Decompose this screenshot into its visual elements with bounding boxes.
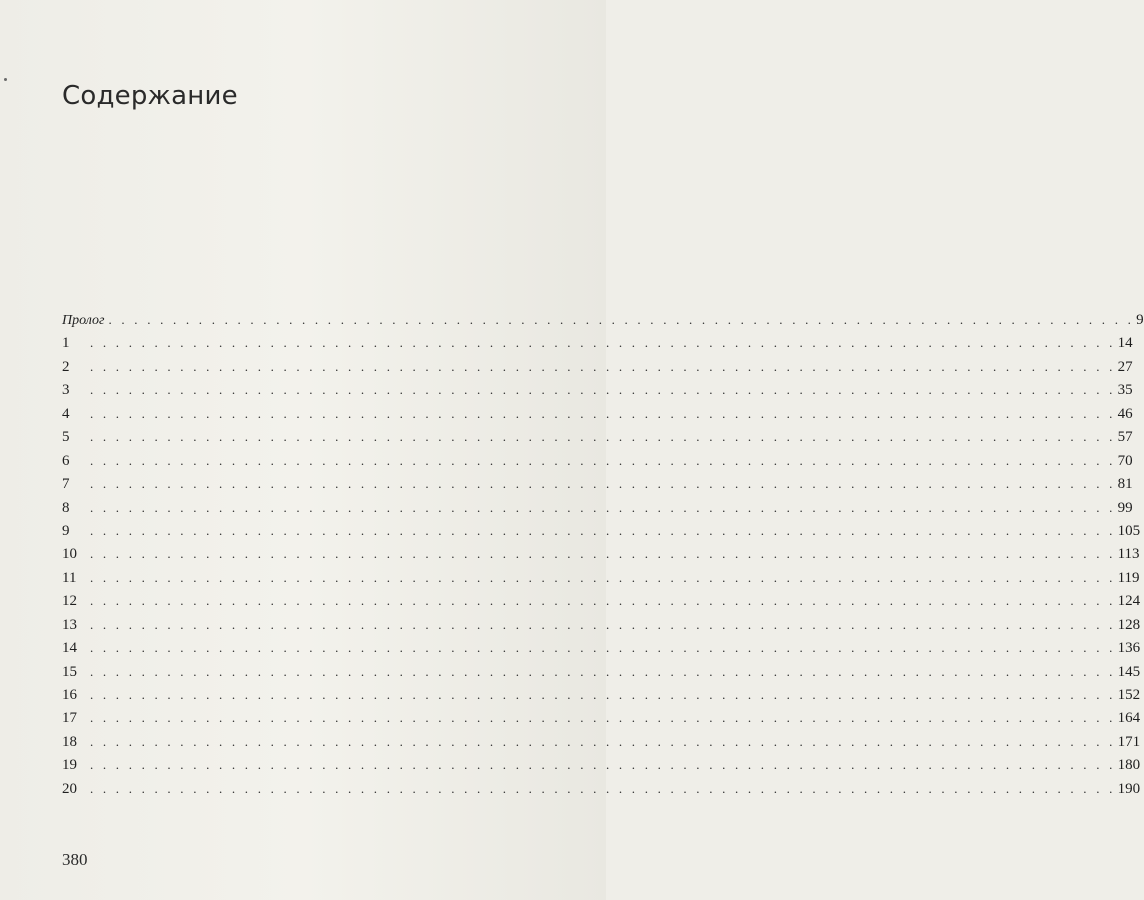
- toc-entry: [62, 613, 1141, 636]
- toc-entry: [62, 378, 1133, 401]
- toc-entry: [62, 425, 1133, 448]
- toc-leader-dots: . . . . . . . . . . . . . . . . . . . . . . . . . . . . . . . . . . . . . . . . . . . . . . . . . . . . . . . . . . . . . . . . . . . . . . . . . . . . . . . .: [90, 663, 1116, 679]
- toc-leader-dots: . . . . . . . . . . . . . . . . . . . . . . . . . . . . . . . . . . . . . . . . . . . . . . . . . . . . . . . . . . . . . . . . . . . . . . . . . . . . . . . .: [90, 522, 1116, 538]
- toc-entry-page-number: 152: [1117, 687, 1141, 703]
- toc-entry: [62, 753, 1141, 776]
- toc-leader-dots: . . . . . . . . . . . . . . . . . . . . . . . . . . . . . . . . . . . . . . . . . . . . . . . . . . . . . . . . . . . . . . . . . . . . . . . . . . . . . . . .: [90, 452, 1116, 468]
- page-number: 380: [62, 850, 88, 869]
- toc-entry-chapter-label: 6: [62, 452, 70, 469]
- toc-entry: [62, 706, 1141, 729]
- toc-entry-chapter-label: 1: [62, 335, 70, 352]
- toc-entry-chapter-label: 11: [62, 569, 77, 586]
- toc-leader-dots: . . . . . . . . . . . . . . . . . . . . . . . . . . . . . . . . . . . . . . . . . . . . . . . . . . . . . . . . . . . . . . . . . . . . . . . . . . . . . . . .: [90, 405, 1116, 421]
- toc-entry-page-number: 81: [1117, 476, 1133, 493]
- toc-leader-dots: . . . . . . . . . . . . . . . . . . . . . . . . . . . . . . . . . . . . . . . . . . . . . . . . . . . . . . . . . . . . . . . . . . . . . . . . . . . . . . . .: [90, 569, 1116, 585]
- toc-leader-dots: . . . . . . . . . . . . . . . . . . . . . . . . . . . . . . . . . . . . . . . . . . . . . . . . . . . . . . . . . . . . . . . . . . . . . . . . . . . . . . . .: [90, 546, 1116, 562]
- toc-entry: [62, 589, 1141, 612]
- toc-leader-dots: . . . . . . . . . . . . . . . . . . . . . . . . . . . . . . . . . . . . . . . . . . . . . . . . . . . . . . . . . . . . . . . . . . . . . . . . . . . . . . . .: [90, 429, 1116, 445]
- toc-entry-chapter-label: 17: [62, 710, 77, 727]
- toc-entry-page-number: 180: [1117, 757, 1141, 774]
- toc-entry-chapter-label: 4: [62, 405, 70, 422]
- toc-entry-chapter-label: 2: [62, 358, 70, 375]
- toc-entry-page-number: 124: [1117, 593, 1141, 610]
- toc-entry-page-number: 164: [1117, 710, 1141, 727]
- toc-entry: [62, 402, 1133, 425]
- toc-leader-dots: . . . . . . . . . . . . . . . . . . . . . . . . . . . . . . . . . . . . . . . . . . . . . . . . . . . . . . . . . . . . . . . . . . . . . . . . . . . . . . . .: [90, 687, 1116, 702]
- toc-entry-chapter-label: 3: [62, 382, 70, 399]
- toc-entry-chapter-label: 18: [62, 733, 77, 750]
- toc-entry-page-number: 113: [1117, 546, 1140, 563]
- toc-entry: [62, 730, 1141, 753]
- toc-entry-chapter-label: 14: [62, 640, 77, 657]
- toc-entry-chapter-label: 5: [62, 429, 70, 446]
- toc-entry: [62, 542, 1140, 565]
- toc-entry-chapter-label: 20: [62, 780, 77, 797]
- toc-entry-chapter-label: 7: [62, 476, 70, 493]
- toc-leader-dots: . . . . . . . . . . . . . . . . . . . . . . . . . . . . . . . . . . . . . . . . . . . . . . . . . . . . . . . . . . . . . . . . . . . . . . . . . . . . . . . .: [90, 499, 1116, 515]
- toc-entry: [62, 566, 1140, 589]
- toc-entry: [62, 355, 1133, 378]
- toc-entry-chapter-label: 13: [62, 616, 77, 633]
- toc-leader-dots: . . . . . . . . . . . . . . . . . . . . . . . . . . . . . . . . . . . . . . . . . . . . . . . . . . . . . . . . . . . . . . . . . . . . . . . . . . . . . . . .: [90, 358, 1116, 374]
- toc-leader-dots: . . . . . . . . . . . . . . . . . . . . . . . . . . . . . . . . . . . . . . . . . . . . . . . . . . . . . . . . . . . . . . . . . . . . . . . . . . . . . . . .: [90, 335, 1116, 351]
- toc-entry-chapter-label: 12: [62, 593, 77, 610]
- toc-entry-page-number: 105: [1117, 522, 1141, 539]
- toc-entry-page-number: 99: [1117, 499, 1133, 516]
- table-of-contents: [62, 308, 1144, 800]
- toc-entry-chapter-label: 10: [62, 546, 77, 563]
- toc-entry-page-number: 70: [1117, 452, 1133, 469]
- toc-entry-page-number: 171: [1117, 733, 1141, 750]
- toc-entry-page-number: 9: [1136, 312, 1144, 328]
- toc-entry-chapter-label: 8: [62, 499, 70, 516]
- toc-leader-dots: . . . . . . . . . . . . . . . . . . . . . . . . . . . . . . . . . . . . . . . . . . . . . . . . . . . . . . . . . . . . . . . . . . . . . . . . . . . . . . . .: [90, 733, 1116, 749]
- toc-entry: [62, 449, 1133, 472]
- toc-leader-dots: . . . . . . . . . . . . . . . . . . . . . . . . . . . . . . . . . . . . . . . . . . . . . . . . . . . . . . . . . . . . . . . . . . . . . . . . . . . . . . . .: [90, 780, 1116, 796]
- toc-entry: [62, 636, 1141, 659]
- toc-leader-dots: . . . . . . . . . . . . . . . . . . . . . . . . . . . . . . . . . . . . . . . . . . . . . . . . . . . . . . . . . . . . . . . . . . . . . . . . . . . . . . . .: [90, 593, 1116, 609]
- toc-entry-prologue-label: Пролог: [62, 313, 105, 328]
- toc-entry: [62, 519, 1141, 542]
- toc-entry-page-number: 145: [1117, 663, 1141, 680]
- toc-entry: [62, 472, 1133, 495]
- toc-entry-page-number: 128: [1117, 616, 1141, 633]
- toc-leader-dots: . . . . . . . . . . . . . . . . . . . . . . . . . . . . . . . . . . . . . . . . . . . . . . . . . . . . . . . . . . . . . . . . . . . . . . . . . . . . . . . .: [90, 382, 1116, 398]
- toc-entry-chapter-label: 15: [62, 663, 77, 680]
- toc-entry: [62, 683, 1141, 706]
- toc-entry-page-number: 35: [1117, 382, 1133, 399]
- toc-entry-page-number: 46: [1117, 405, 1133, 422]
- toc-leader-dots: . . . . . . . . . . . . . . . . . . . . . . . . . . . . . . . . . . . . . . . . . . . . . . . . . . . . . . . . . . . . . . . . . . . . . . . . . . . . . . . .: [90, 710, 1116, 726]
- toc-entry-page-number: 14: [1117, 335, 1133, 352]
- toc-entry-page-number: 57: [1117, 429, 1133, 446]
- toc-leader-dots: . . . . . . . . . . . . . . . . . . . . . . . . . . . . . . . . . . . . . . . . . . . . . . . . . . . . . . . . . . . . . . . . . . . . . . . . . . . . . . . .: [90, 616, 1116, 632]
- toc-entry-chapter-label: 19: [62, 757, 77, 774]
- toc-entry-chapter-label: 9: [62, 522, 70, 539]
- toc-leader-dots: . . . . . . . . . . . . . . . . . . . . . . . . . . . . . . . . . . . . . . . . . . . . . . . . . . . . . . . . . . . . . . . . . . . . . . . . . . . . . . . .: [90, 640, 1116, 656]
- toc-entry-page-number: 27: [1117, 358, 1133, 375]
- toc-entry: [62, 777, 1141, 800]
- toc-entry: [62, 496, 1133, 519]
- toc-entry-chapter-label: 16: [62, 687, 77, 703]
- toc-entry-page-number: 136: [1117, 640, 1141, 657]
- toc-entry: [62, 331, 1133, 354]
- toc-leader-dots: . . . . . . . . . . . . . . . . . . . . . . . . . . . . . . . . . . . . . . . . . . . . . . . . . . . . . . . . . . . . . . . . . . . . . . . . . . . . . . . .: [90, 757, 1116, 773]
- toc-leader-dots: . . . . . . . . . . . . . . . . . . . . . . . . . . . . . . . . . . . . . . . . . . . . . . . . . . . . . . . . . . . . . . . . . . . . . . . . . . . . . . . .: [90, 476, 1116, 492]
- toc-entry-page-number: 119: [1117, 569, 1140, 586]
- toc-entry-page-number: 190: [1117, 780, 1141, 797]
- toc-leader-dots: . . . . . . . . . . . . . . . . . . . . . . . . . . . . . . . . . . . . . . . . . . . . . . . . . . . . . . . . . . . . . . . . . . . . . . . . . . . . . . . .: [108, 312, 1135, 327]
- toc-entry: [62, 660, 1141, 683]
- page-title: Содержание: [62, 81, 238, 112]
- toc-entry: [62, 308, 1144, 331]
- paper-speck: [4, 78, 7, 81]
